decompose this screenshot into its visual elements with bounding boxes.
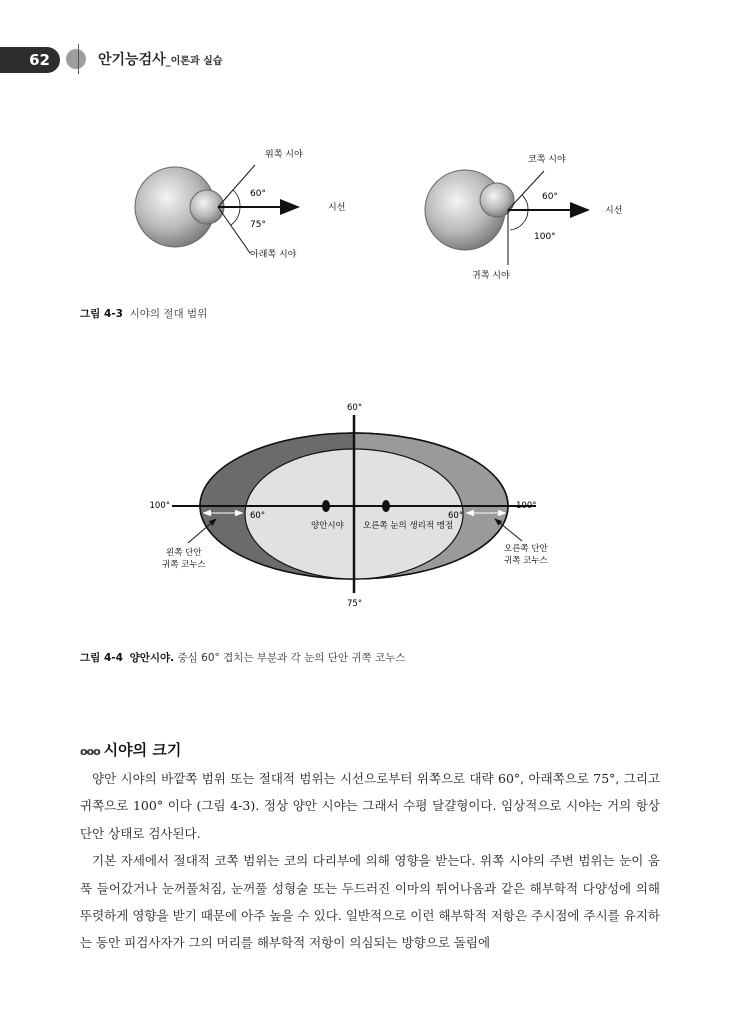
binocular-field-diagram [150, 403, 549, 609]
upper-limit-line [218, 165, 255, 207]
bottom-degree-label: 75° [347, 599, 363, 609]
caption-text: 중심 60° 겹치는 부분과 각 눈의 단안 귀쪽 코누스 [177, 652, 406, 664]
section-title: 시야의 크기 [103, 741, 182, 759]
lower-angle-label: 75° [250, 220, 266, 230]
left-crescent-label-line1: 왼쪽 단안 [166, 548, 202, 558]
lower-field-label: 아래쪽 시야 [250, 250, 297, 260]
figure-4-4-caption [80, 650, 405, 665]
right-degree-label: 100° [516, 501, 537, 511]
nasal-angle-label: 60° [542, 192, 558, 202]
binocular-field-label: 양안시야 [311, 521, 344, 531]
figure-4-4 [130, 395, 610, 625]
upper-field-label: 위쪽 시야 [265, 150, 303, 160]
upper-angle-arc [233, 190, 240, 207]
nasal-field-label: 코쪽 시야 [528, 155, 566, 165]
paragraph: 기본 자세에서 절대적 코쪽 범위는 코의 다리부에 의해 영향을 받는다. 위쪽 시야의 주변 범위는 눈이 움푹 들어갔거나 눈꺼풀처짐, 눈꺼풀 성형술 또는 두드러진 이마의 튀어나옴과 같은 해부학적 다양성에 의해 뚜렷하게 영향을 받기 때문에 아주 높을 수 있다. 일반적으로 이런 해부학적 저항은 주시점에 주시를 유지하는 동안 피검사자가 그의 머리를 해부학적 저항이 의심되는 방향으로 돌림에 [80, 853, 660, 951]
inner-right-degree-label: 60° [448, 511, 464, 521]
inner-left-degree-label: 60° [250, 511, 266, 521]
figure-4-3-caption [80, 306, 207, 321]
page-number: 62 [0, 47, 60, 73]
caption-label: 그림 4-3 [80, 308, 123, 320]
lower-angle-arc [231, 207, 240, 225]
book-subtitle: _이론과 실습 [165, 56, 223, 67]
caption-lead: 양안시야. [129, 652, 175, 664]
book-title-main: 안기능검사 [98, 52, 166, 68]
header-dot-icon [66, 49, 86, 69]
top-degree-label: 60° [347, 403, 363, 413]
blind-spot-dot [382, 500, 390, 512]
fixation-point-dot [322, 500, 330, 512]
temporal-angle-arc [510, 210, 528, 230]
book-title [98, 49, 222, 69]
right-crescent-label-line1: 오른쪽 단안 [504, 544, 548, 554]
header-divider [78, 44, 79, 74]
running-header [0, 44, 740, 74]
temporal-angle-label: 100° [534, 232, 556, 242]
paragraph: 양안 시야의 바깥쪽 범위 또는 절대적 범위는 시선으로부터 위쪽으로 대략 60°, 아래쪽으로 75°, 그리고 귀쪽으로 100° 이다 (그림 4-3). 정상 양안 시야는 그래서 수평 달걀형이다. 임상적으로 시야는 거의 항상 단안 상태로 검사된다. [80, 771, 660, 841]
line-of-sight-label: 시선 [328, 203, 346, 213]
upper-angle-label: 60° [250, 189, 266, 199]
caption-label: 그림 4-4 [80, 652, 123, 664]
caption-text: 시야의 절대 범위 [129, 308, 208, 320]
left-eyeball-diagram [135, 148, 345, 260]
left-crescent-label-line2: 귀쪽 코누스 [162, 560, 206, 570]
right-crescent-label-line2: 귀쪽 코누스 [504, 556, 548, 566]
cornea-shape [480, 183, 514, 217]
section-heading [80, 739, 181, 760]
physiological-blind-spot-label: 오른쪽 눈의 생리적 맹점 [363, 521, 454, 531]
nasal-limit-line [508, 171, 544, 210]
left-degree-label: 100° [149, 501, 170, 511]
line-of-sight-label: 시선 [605, 206, 623, 216]
figure-4-3 [100, 135, 660, 295]
nasal-angle-arc [522, 195, 528, 210]
right-eyeball-diagram [425, 153, 622, 281]
lower-limit-line [218, 207, 250, 253]
section-bullet-icon: ooo [80, 745, 100, 758]
body-text [80, 765, 660, 957]
temporal-field-label: 귀쪽 시야 [472, 271, 510, 281]
